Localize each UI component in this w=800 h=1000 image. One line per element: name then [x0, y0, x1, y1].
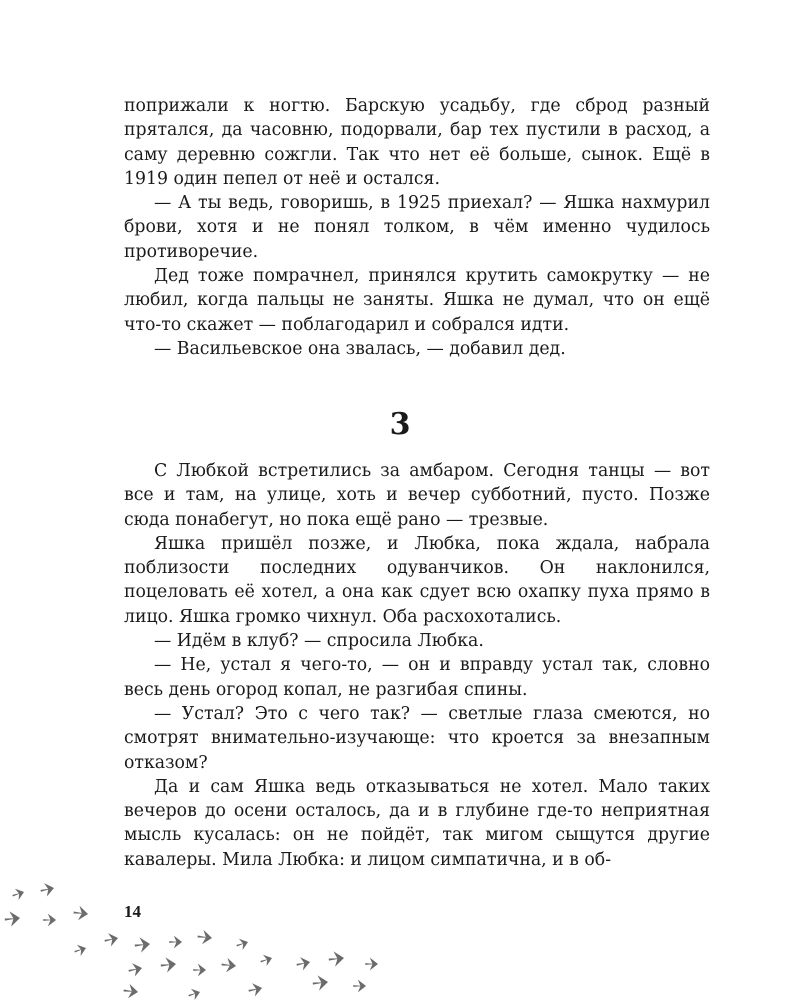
- bird-icon: [134, 936, 151, 953]
- bird-icon: [312, 974, 329, 991]
- paragraph: — Васильевское она звалась, — добавил дед.: [154, 338, 566, 359]
- bird-icon: [103, 931, 119, 947]
- bird-icon: [187, 986, 202, 1000]
- bird-icon: [169, 936, 182, 949]
- bird-icon: [235, 936, 250, 951]
- bird-icon: [160, 956, 177, 973]
- bird-icon: [39, 881, 55, 897]
- bird-icon: [123, 983, 139, 999]
- flying-birds-ornament-icon: [0, 870, 400, 1000]
- paragraph: Да и сам Яшка ведь отказываться не хотел. Мало таких вечеров до осени осталось, да и в глубине где-то неприятная мысль кусалась: он не пойдёт, так мигом сыщутся другие кавалеры. Мила Любка: и лицом симпатична, и в об-: [124, 776, 710, 870]
- bird-icon: [295, 955, 311, 971]
- bird-icon: [127, 961, 143, 977]
- paragraph: поприжали к ногтю. Барскую усадьбу, где сброд разный прятался, да часовню, подорвали, бар тех пустили в расход, а саму деревню сожгли. Так что нет её больше, сынок. Ещё в 1919 один пепел от неё и остался.: [124, 96, 710, 189]
- bird-icon: [11, 886, 26, 901]
- bird-icon: [365, 958, 378, 971]
- paragraph: Дед тоже помрачнел, принялся крутить самокрутку — не любил, когда пальцы не заняты. Яшка не думал, что он ещё что-то скажет — поблагодарил и собрался идти.: [124, 266, 710, 335]
- paragraph: — Устал? Это с чего так? — светлые глаза смеются, но смотрят внимательно-изучающе: что кроется за внезапным отказом?: [124, 703, 710, 773]
- bird-icon: [328, 950, 345, 967]
- paragraph: — А ты ведь, говоришь, в 1925 приехал? — Яшка нахмурил брови, хотя и не понял толком, в чём именно чудилось противоречие.: [124, 193, 710, 262]
- page-number: 14: [124, 902, 141, 921]
- top-text-block: [124, 94, 710, 361]
- bird-icon: [221, 957, 237, 973]
- chapter-number: 3: [389, 407, 411, 442]
- paragraph: — Идём в клуб? — спросила Любка.: [154, 631, 484, 652]
- bird-icon: [259, 952, 274, 967]
- bird-icon: [73, 942, 88, 957]
- chapter-text-block: [124, 459, 710, 872]
- paragraph: С Любкой встретились за амбаром. Сегодня танцы — вот все и там, на улице, хоть и вечер субботний, пусто. Позже сюда понабегут, но пока ещё рано — трезвые.: [124, 461, 710, 530]
- paragraph: — Не, устал я чего-то, — он и вправду устал так, словно весь день огород копал, не разгибая спины.: [124, 655, 710, 700]
- bird-icon: [4, 910, 21, 927]
- paragraph: Яшка пришёл позже, и Любка, пока ждала, набрала поблизости последних одуванчиков. Он наклонился, поцеловать её хотел, а она как сдует всю охапку пуха прямо в лицо. Яшка громко чихнул. Оба расхохотались.: [124, 533, 710, 627]
- bird-icon: [353, 980, 366, 993]
- bird-icon: [73, 905, 89, 921]
- bird-icon: [193, 964, 206, 977]
- bird-icon: [247, 981, 263, 997]
- bird-icon: [197, 929, 213, 945]
- bird-icon: [43, 914, 56, 927]
